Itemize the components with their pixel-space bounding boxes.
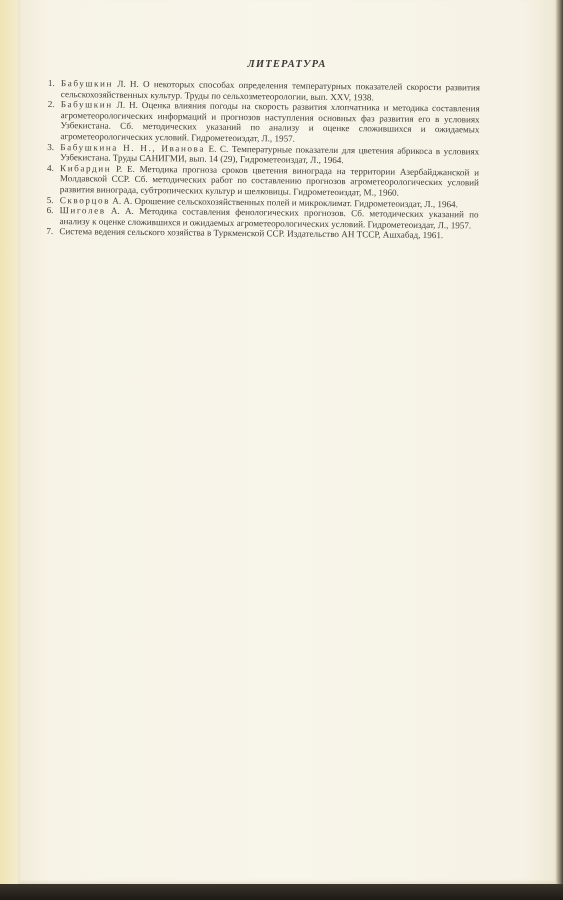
reference-details: Л. Н. Оценка влияния погоды на скорость развития хлопчатника и методика составления агрометеорологических информаций и прогнозов наступления основных фаз развития его в условиях Узбекистана. Сб. методических указаний по анализу и оценке сложившихся и ожидаемых агрометеорологических условий. Гидрометеоиздат, Л., 1957. [60,99,480,144]
reference-author: Бабушкин [60,99,113,110]
list-item [47,99,479,146]
reference-author: Бабушкин [60,78,114,89]
page-title: ЛИТЕРАТУРА [247,59,327,70]
bottom-page-edge [0,884,563,900]
reference-list [46,78,480,241]
reference-number: 6. [46,205,54,216]
reference-number: 3. [47,141,55,152]
reference-number: 7. [46,226,54,237]
reference-text [60,163,479,199]
right-page-edge [556,0,563,900]
reference-text [60,99,479,146]
reference-details: Система ведения сельского хозяйства в Туркменской ССР. Издательство АН ТССР, Ашхабад, 1961. [59,226,444,241]
reference-details: А. А. Орошение сельскохозяйственных полей и микроклимат. Гидрометеоиздат, Л., 1964. [109,195,458,209]
reference-details: Л. Н. О некоторых способах определения температурных показателей скорости развития сельскохозяйственных культур. Труды по сельхозметеорологии, вып. XXV, 1938. [60,78,480,103]
reference-details: Р. Е. Методика прогноза сроков цветения винограда на территории Азербайджанской и Молдавской ССР. Сб. методических работ по составлению прогнозов агрометеорологических условий развития винограда, субтропических культур и шелковицы. Гидрометеоиздат, М., 1960. [59,163,480,198]
reference-number: 2. [47,99,55,110]
list-item [47,163,479,199]
reference-author: Бабушкина Н. Н., Иванова [60,141,206,154]
reference-author: Шиголев [59,205,106,216]
reference-details: А. А. Методика составления фенологических прогнозов. Сб. методических указаний по анализу к оценке сложившихся и ожидаемых агрометеорологических условий. Гидрометеоиздат, Л., 1957. [59,205,479,231]
binding-shadow [0,0,22,900]
reference-number: 5. [46,194,54,205]
reference-details: Е. С. Температурные показатели для цветения абрикоса в условиях Узбекистана. Труды САНИГМИ, вып. 14 (29), Гидрометеоиздат, Л., 1964. [60,143,480,166]
reference-author: Кибардин [60,162,112,174]
reference-number: 4. [47,162,54,173]
reference-author: Скворцов [59,194,111,206]
reference-number: 1. [47,78,55,89]
